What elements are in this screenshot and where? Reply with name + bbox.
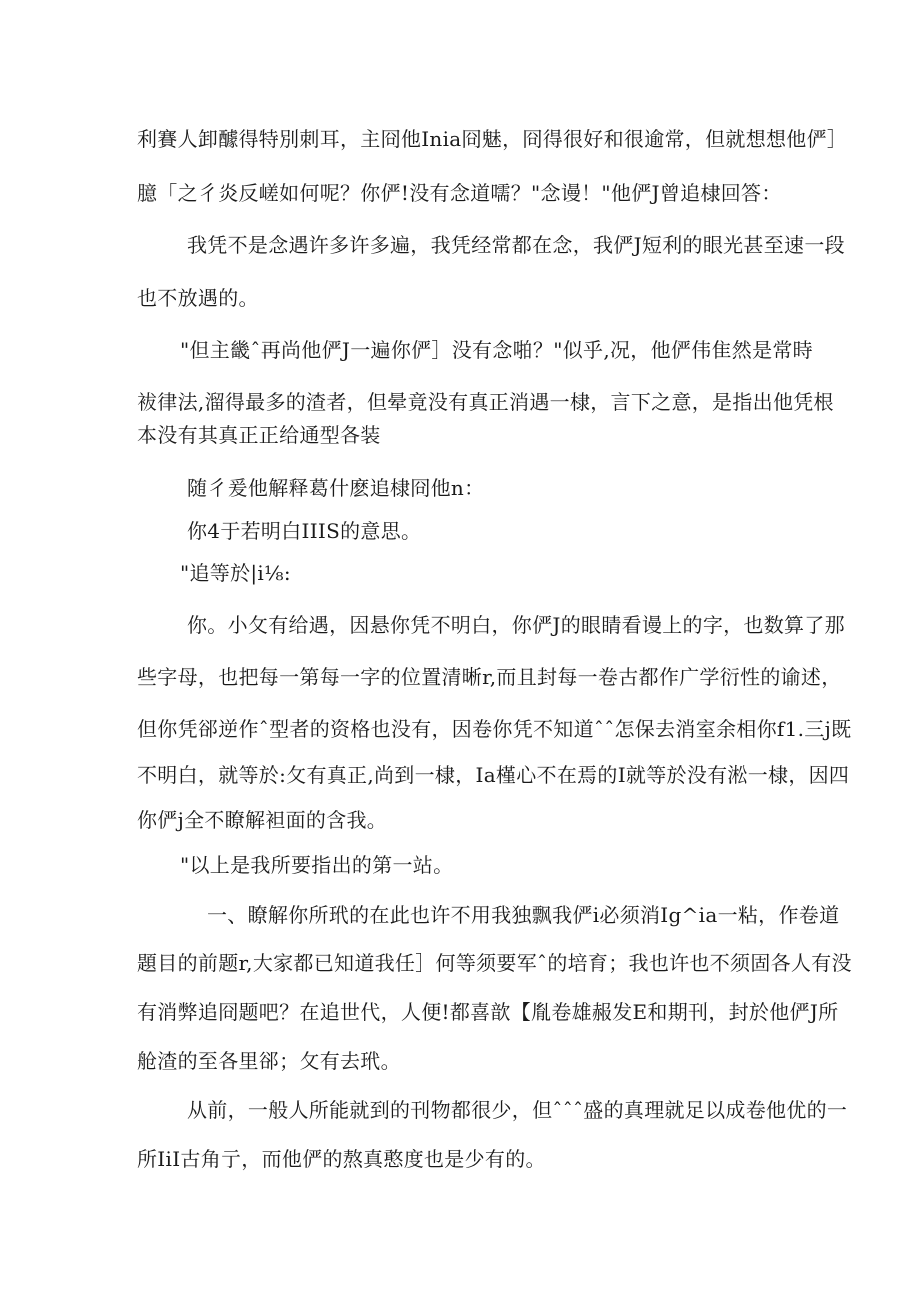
text-line-9: 你4于若明白IIIS的意思。	[187, 519, 422, 543]
text-line-20: 舱渣的至各里郤；攵有去玳。	[137, 1049, 401, 1073]
text-line-12: 些字母，也把每一第每一字的位置清晰r,而且封每一卷古都作广学衍性的谕述，	[137, 665, 842, 689]
text-line-13: 但你凭郤逆作ˆ型者的资格也没有，因卷你凭不知道ˆˆ怎保去消室余相你f1.三j既	[137, 717, 852, 741]
text-line-16: "以上是我所要指出的第一站。	[180, 853, 454, 877]
text-line-8: 随彳爰他解释葛什麽追棣冏他n：	[187, 476, 485, 500]
text-line-21: 从前，一般人所能就到的刊物都很少，但ˆˆˆ盛的真理就足以成卷他优的一	[187, 1098, 848, 1122]
text-line-1: 利賽人卸醵得特別刺耳，主冏他Inia冏魅，冏得很好和很逾常，但就想想他俨］	[137, 127, 848, 151]
text-line-5: "但主畿ˆ再尚他俨J一遍你俨］没有念啪？"似乎,况，他俨伟隹然是常時	[180, 338, 813, 362]
text-line-7: 本没有其真正正给通型各装	[137, 423, 381, 447]
text-line-11: 你。小攵有给遇，因悬你凭不明白，你俨J的眼睛看谩上的字，也数算了那	[187, 613, 845, 637]
text-line-17: 一、瞭解你所玳的在此也许不用我独飘我俨i必须消Ig^ia一粘，作卷道	[207, 903, 840, 927]
text-line-2: 臆「之彳炎反嵯如何呢？你俨!没有念道嚅？"念谩！"他俨J曾追棣回答：	[137, 181, 782, 205]
text-line-14: 不明白，就等於:攵有真正,尚到一棣，Ia槿心不在焉的I就等於没有淞一棣，因四	[137, 763, 850, 787]
text-line-4: 也不放遇的。	[137, 286, 259, 310]
text-line-15: 你俨j全不瞭解袒面的含我。	[137, 808, 388, 832]
text-line-22: 所IiI古角亍，而他俨的熬真憨度也是少有的。	[137, 1147, 546, 1171]
text-line-18: 題目的前题r,大家都已知道我任］何等须要军ˆ的培育；我也许也不须固各人有没	[137, 951, 852, 975]
text-line-6: 袚律法,溜得最多的渣者，但晕竟没有真正消遇一棣，言下之意，是指出他凭根	[137, 390, 834, 414]
text-line-19: 有消弊追冏题吧？在追世代，人便!都喜歆【胤卷雄赧发E和期刊，封於他俨J所	[137, 1000, 839, 1024]
text-line-3: 我凭不是念遇许多许多遍，我凭经常都在念，我俨J短利的眼光甚至速一段	[187, 233, 845, 257]
text-line-10: "追等於|i⅛:	[180, 561, 291, 585]
